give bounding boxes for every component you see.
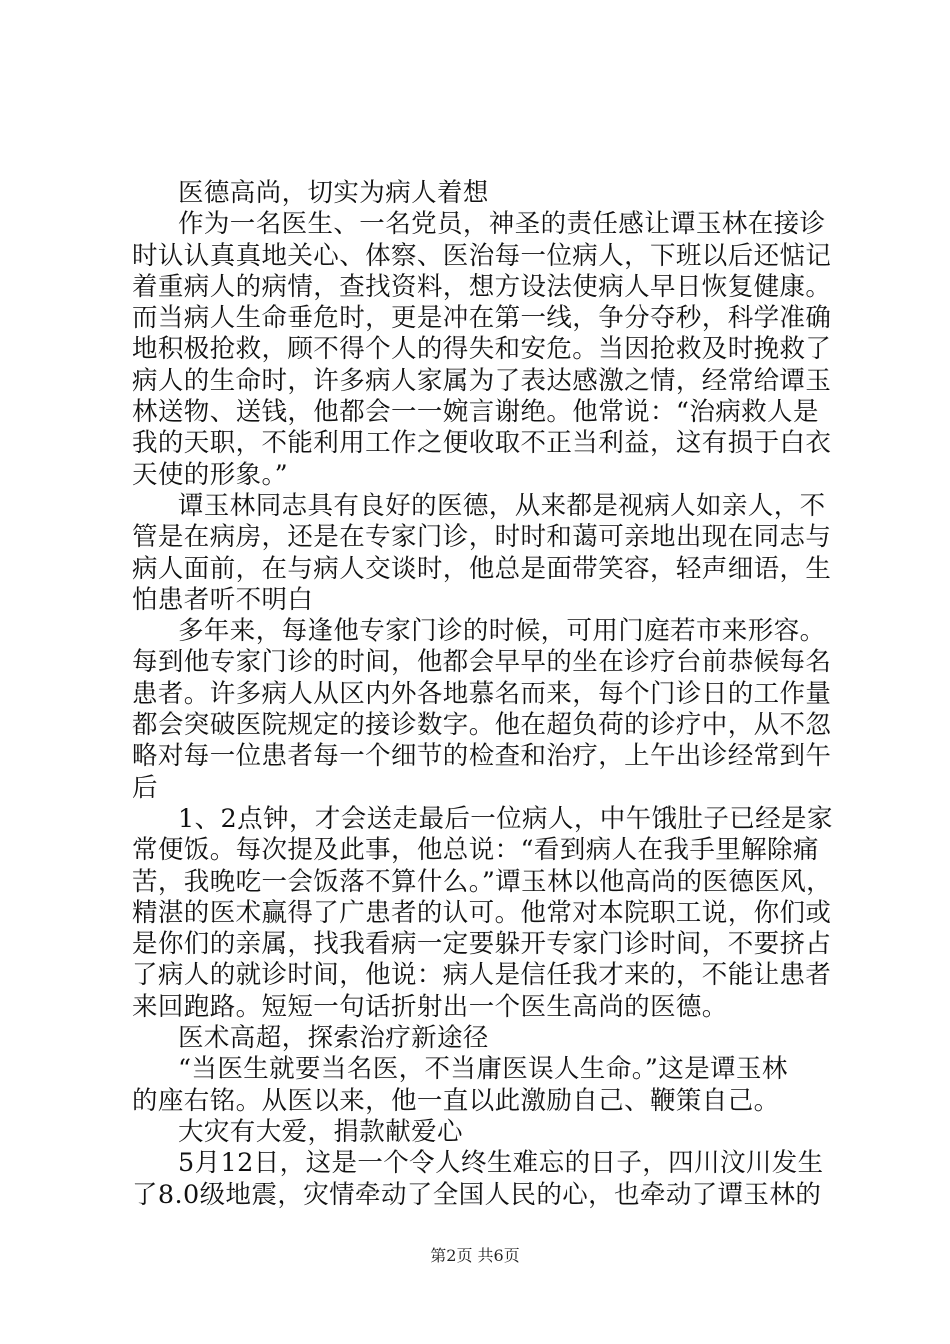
text-line: 医德高尚，切实为病人着想 [178,178,489,208]
text-line: 林送物、送钱，他都会一一婉言谢绝。他常说：“治病救人是 [132,397,819,428]
text-line: 每到他专家门诊的时间，他都会早早的坐在诊疗台前恭候每名 [132,647,832,678]
text-line: 5月12日，这是一个令人终生难忘的日子，四川汶川发生 [178,1148,824,1179]
text-line: 多年来，每逢他专家门诊的时候，可用门庭若市来形容。 [178,616,826,647]
text-line: 管是在病房，还是在专家门诊，时时和蔼可亲地出现在同志与 [132,522,832,553]
text-line: 了病人的就诊时间，他说：病人是信任我才来的，不能让患者 [132,960,832,991]
text-line: 地积极抢救，顾不得个人的得失和安危。当因抢救及时挽救了 [132,334,832,365]
text-line: 怕患者听不明白 [132,584,314,615]
text-line: 大灾有大爱，捐款献爱心 [178,1116,463,1147]
text-line: 病人的生命时，许多病人家属为了表达感激之情，经常给谭玉 [132,365,832,396]
page-number-label: 第2页 共6页 [430,1246,520,1265]
text-line: 是你们的亲属，找我看病一定要躲开专家门诊时间，不要挤占 [132,929,832,960]
text-line: 着重病人的病情，查找资料，想方设法使病人早日恢复健康。 [132,271,832,302]
page-footer [0,1246,950,1266]
text-line: 天使的形象。” [132,459,289,490]
text-line: 都会突破医院规定的接诊数字。他在超负荷的诊疗中，从不忽 [132,710,832,741]
text-line: 医术高超，探索治疗新途径 [178,1023,489,1054]
text-line: 我的天职，不能利用工作之便收取不正当利益，这有损于白衣 [132,428,832,459]
text-line: 精湛的医术赢得了广患者的认可。他常对本院职工说，你们或 [132,897,832,928]
text-line: 而当病人生命垂危时，更是冲在第一线，争分夺秒，科学准确 [132,303,832,334]
text-line: 后 [132,772,158,803]
text-line: 患者。许多病人从区内外各地慕名而来，每个门诊日的工作量 [132,678,832,709]
text-line: 病人面前，在与病人交谈时，他总是面带笑容，轻声细语，生 [132,553,832,584]
text-line: 时认认真真地关心、体察、医治每一位病人，下班以后还惦记 [132,240,832,271]
text-line: 1、2点钟，才会送走最后一位病人，中午饿肚子已经是家 [178,803,833,834]
text-line: 了8.0级地震，灾情牵动了全国人民的心，也牵动了谭玉林的 [132,1179,822,1210]
text-line: 常便饭。每次提及此事，他总说：“看到病人在我手里解除痛 [132,835,819,866]
text-line: 谭玉林同志具有良好的医德，从来都是视病人如亲人，不 [178,490,826,521]
text-line: 略对每一位患者每一个细节的检查和治疗，上午出诊经常到午 [132,741,832,772]
document-body [132,178,832,1211]
text-line: 的座右铭。从医以来，他一直以此激励自己、鞭策自己。 [132,1085,780,1116]
text-line: “当医生就要当名医，不当庸医误人生命。”这是谭玉林 [178,1054,788,1085]
text-line: 苦，我晚吃一会饭落不算什么。”谭玉林以他高尚的医德医风， [132,866,832,897]
text-line: 作为一名医生、一名党员，神圣的责任感让谭玉林在接诊 [178,209,826,240]
text-line: 来回跑路。短短一句话折射出一个医生高尚的医德。 [132,991,728,1022]
